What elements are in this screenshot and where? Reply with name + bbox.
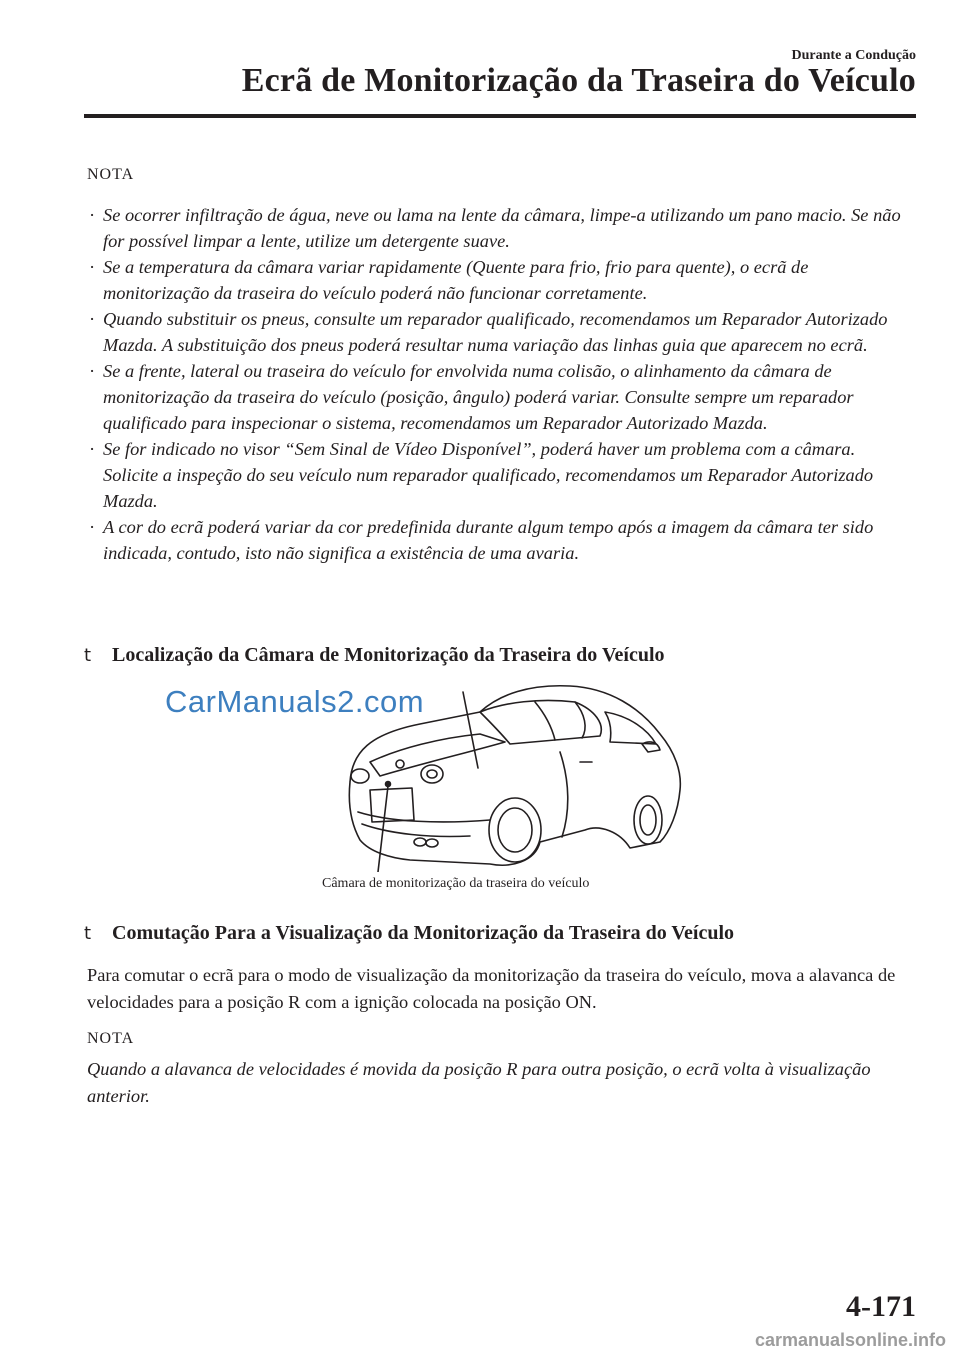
bullet-icon: · [89, 309, 96, 329]
section-heading-text: Comutação Para a Visualização da Monitorização da Traseira do Veículo [112, 922, 735, 944]
section-heading-switching-view [84, 922, 924, 945]
watermark: CarManuals2.com [165, 684, 425, 719]
list-item-text: A cor do ecrã poderá variar da cor predefinida durante algum tempo após a imagem da câmara ter sido indicada, contudo, isto não significa a existência de uma avaria. [103, 517, 874, 563]
section-marker-icon: t [84, 645, 92, 666]
bullet-icon: · [89, 257, 96, 277]
note-bullet-list [87, 202, 907, 566]
header-divider [84, 114, 916, 118]
page-number: 4-171 [846, 1290, 916, 1323]
section-marker-icon: t [84, 923, 92, 944]
list-item [87, 202, 907, 254]
body-paragraph: Para comutar o ecrã para o modo de visualização da monitorização da traseira do veículo, mova a alavanca de velocidades para a posição R com a ignição colocada na posição ON. [87, 965, 896, 1012]
list-item [87, 436, 907, 514]
chapter-label: Durante a Condução [791, 48, 916, 63]
footer-site-watermark: carmanualsonline.info [754, 1330, 946, 1350]
list-item-text: Se a temperatura da câmara variar rapidamente (Quente para frio, frio para quente), o ecrã de monitorização da traseira do veículo poderá não funcionar corretamente. [103, 257, 809, 303]
list-item-text: Se a frente, lateral ou traseira do veículo for envolvida numa colisão, o alinhamento da câmara de monitorização da traseira do veículo (posição, ângulo) poderá variar. Consulte sempre um reparador qualificado para inspecionar o sistema, recomendamos um Reparador Autorizado Mazda. [103, 361, 854, 433]
section-heading-camera-location [84, 644, 924, 667]
note-label: NOTA [87, 1030, 135, 1047]
list-item [87, 254, 907, 306]
bullet-icon: · [89, 361, 96, 381]
list-item [87, 306, 907, 358]
bullet-icon: · [89, 205, 96, 225]
figure-caption: Câmara de monitorização da traseira do veículo [322, 876, 590, 891]
bullet-icon: · [89, 439, 96, 459]
list-item [87, 514, 907, 566]
bullet-icon: · [89, 517, 96, 537]
page-title: Ecrã de Monitorização da Traseira do Veículo [241, 62, 916, 99]
note-label: NOTA [87, 166, 135, 183]
list-item-text: Quando substituir os pneus, consulte um reparador qualificado, recomendamos um Reparador Autorizado Mazda. A substituição dos pneus poderá resultar numa variação das linhas guia que aparecem no ecrã. [103, 309, 888, 355]
list-item [87, 358, 907, 436]
list-item-text: Se ocorrer infiltração de água, neve ou lama na lente da câmara, limpe-a utilizando um pano macio. Se não for possível limpar a lente, utilize um detergente suave. [103, 205, 901, 251]
list-item-text: Se for indicado no visor “Sem Sinal de Vídeo Disponível”, poderá haver um problema com a câmara. Solicite a inspeção do seu veículo num reparador qualificado, recomendamos um Reparador Autorizado Mazda. [103, 439, 874, 511]
section-heading-text: Localização da Câmara de Monitorização da Traseira do Veículo [112, 644, 665, 666]
car-rear-illustration [330, 672, 690, 872]
note-text: Quando a alavanca de velocidades é movida da posição R para outra posição, o ecrã volta à visualização anterior. [87, 1059, 871, 1106]
